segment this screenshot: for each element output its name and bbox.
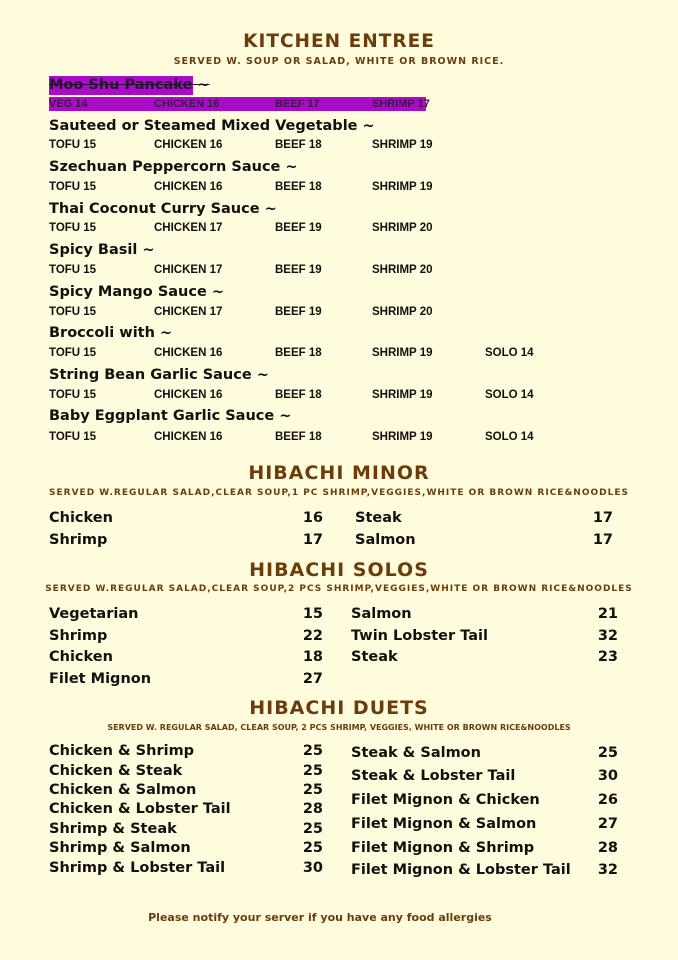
menu-item-price: 28 [302,801,323,817]
menu-item-price: 16 [302,510,323,526]
price-option: SHRIMP 17 [372,98,430,110]
menu-item-name: Baby Eggplant Garlic Sauce ~ [49,408,292,424]
menu-item-name: Chicken & Shrimp [49,743,195,759]
price-option: CHICKEN 16 [154,389,223,401]
menu-item-price: 26 [597,792,618,808]
menu-item-name: Twin Lobster Tail [351,628,488,644]
price-option: CHICKEN 16 [154,181,223,193]
menu-item-name: Shrimp & Lobster Tail [49,860,226,876]
menu-item-name: Steak [355,510,402,526]
price-option: SHRIMP 19 [372,389,433,401]
menu-item-prices [0,347,678,361]
menu-item-price: 25 [597,745,618,761]
menu-item-price: 15 [302,606,323,622]
menu-item-name: Shrimp [49,532,108,548]
price-option: SHRIMP 19 [372,347,433,359]
price-option: SOLO 14 [485,347,534,359]
menu-item-name: Filet Mignon & Salmon [351,816,537,832]
menu-item-price: 25 [302,840,323,856]
menu-item-name: Spicy Mango Sauce ~ [49,284,224,300]
menu-item-name: Moo Shu Pancake ~ [49,77,210,93]
menu-item-prices [0,139,678,153]
price-option: TOFU 15 [49,431,97,443]
menu-item-name: Steak [351,649,398,665]
menu-item-prices [0,264,678,278]
price-option: SHRIMP 20 [372,222,433,234]
hibachi-duets-title: HIBACHI DUETS [249,697,429,719]
menu-item-price: 32 [597,862,618,878]
menu-item-prices [0,431,678,445]
price-option: SOLO 14 [485,389,534,401]
menu-item-price: 27 [597,816,618,832]
price-option: TOFU 15 [49,222,97,234]
allergy-notice: Please notify your server if you have any food allergies [148,911,492,924]
menu-item-name: Vegetarian [49,606,139,622]
menu-item-name: Szechuan Peppercorn Sauce ~ [49,159,298,175]
price-option: CHICKEN 17 [154,306,223,318]
menu-item-name: Filet Mignon & Chicken [351,792,540,808]
price-option: CHICKEN 16 [154,98,220,110]
price-option: CHICKEN 16 [154,347,223,359]
menu-item-name: Chicken & Steak [49,763,183,779]
price-option: SOLO 14 [485,431,534,443]
hibachi-solos-subtitle: SERVED W.REGULAR SALAD,CLEAR SOUP,2 PCS SHRIMP,VEGGIES,WHITE OR BROWN RICE&NOODLES [45,584,633,594]
menu-item-price: 17 [592,510,613,526]
price-option: TOFU 15 [49,181,97,193]
hibachi-duets-subtitle: SERVED W. REGULAR SALAD, CLEAR SOUP, 2 PCS SHRIMP, VEGGIES, WHITE OR BROWN RICE&NOODLES [107,723,571,732]
menu-item-name: Filet Mignon & Shrimp [351,840,535,856]
menu-item-price: 23 [597,649,618,665]
price-option: SHRIMP 19 [372,139,433,151]
price-option: TOFU 15 [49,306,97,318]
menu-item-name: Salmon [355,532,416,548]
menu-item-prices [0,222,678,236]
menu-item-price: 32 [597,628,618,644]
price-option: TOFU 15 [49,264,97,276]
price-option: BEEF 19 [275,222,322,234]
menu-item-name: Chicken & Salmon [49,782,197,798]
menu-item-price: 17 [592,532,613,548]
menu-item-name: Chicken [49,649,113,665]
menu-item-name: String Bean Garlic Sauce ~ [49,367,269,383]
price-option: CHICKEN 17 [154,264,223,276]
menu-item-price: 25 [302,782,323,798]
price-option: BEEF 18 [275,431,322,443]
menu-item-price: 25 [302,743,323,759]
menu-item-name: Filet Mignon & Lobster Tail [351,862,571,878]
menu-item-price: 30 [302,860,323,876]
menu-item-name: Sauteed or Steamed Mixed Vegetable ~ [49,118,375,134]
menu-item-price: 25 [302,763,323,779]
menu-item-prices [0,389,678,403]
price-option: CHICKEN 17 [154,222,223,234]
price-option: SHRIMP 19 [372,181,433,193]
price-option: BEEF 19 [275,264,322,276]
menu-item-name: Chicken & Lobster Tail [49,801,231,817]
menu-item-name: Shrimp & Salmon [49,840,191,856]
menu-item-name: Steak & Lobster Tail [351,768,516,784]
menu-item-name: Spicy Basil ~ [49,242,155,258]
kitchen-entree-title: KITCHEN ENTREE [243,31,435,52]
menu-item-price: 22 [302,628,323,644]
price-option: TOFU 15 [49,347,97,359]
price-option: BEEF 18 [275,181,322,193]
menu-item-name: Shrimp & Steak [49,821,177,837]
menu-item-name: Shrimp [49,628,108,644]
kitchen-entree-subtitle: SERVED W. SOUP OR SALAD, WHITE OR BROWN RICE. [173,56,505,67]
menu-item-name: Steak & Salmon [351,745,481,761]
hibachi-solos-title: HIBACHI SOLOS [249,559,429,581]
menu-item-price: 21 [597,606,618,622]
price-option: SHRIMP 19 [372,431,433,443]
menu-item-name: Broccoli with ~ [49,325,173,341]
price-option: CHICKEN 16 [154,139,223,151]
price-option: SHRIMP 20 [372,306,433,318]
price-option: TOFU 15 [49,389,97,401]
hibachi-minor-subtitle: SERVED W.REGULAR SALAD,CLEAR SOUP,1 PC SHRIMP,VEGGIES,WHITE OR BROWN RICE&NOODLES [49,488,629,498]
menu-item-name: Filet Mignon [49,671,152,687]
price-option: VEG 14 [49,98,88,110]
menu-item-price: 28 [597,840,618,856]
menu-item-name: Salmon [351,606,412,622]
price-option: BEEF 17 [275,98,320,110]
menu-item-name: Thai Coconut Curry Sauce ~ [49,201,277,217]
menu-item-prices [49,97,430,111]
price-option: TOFU 15 [49,139,97,151]
price-option: BEEF 18 [275,139,322,151]
menu-item-prices [0,181,678,195]
price-option: CHICKEN 16 [154,431,223,443]
price-option: BEEF 18 [275,347,322,359]
menu-item-price: 25 [302,821,323,837]
menu-item-price: 17 [302,532,323,548]
menu-item-name: Chicken [49,510,113,526]
price-option: BEEF 19 [275,306,322,318]
menu-item-price: 18 [302,649,323,665]
menu-item-price: 30 [597,768,618,784]
menu-item-prices [0,306,678,320]
hibachi-minor-title: HIBACHI MINOR [248,462,430,484]
price-option: BEEF 18 [275,389,322,401]
price-option: SHRIMP 20 [372,264,433,276]
menu-item-price: 27 [302,671,323,687]
